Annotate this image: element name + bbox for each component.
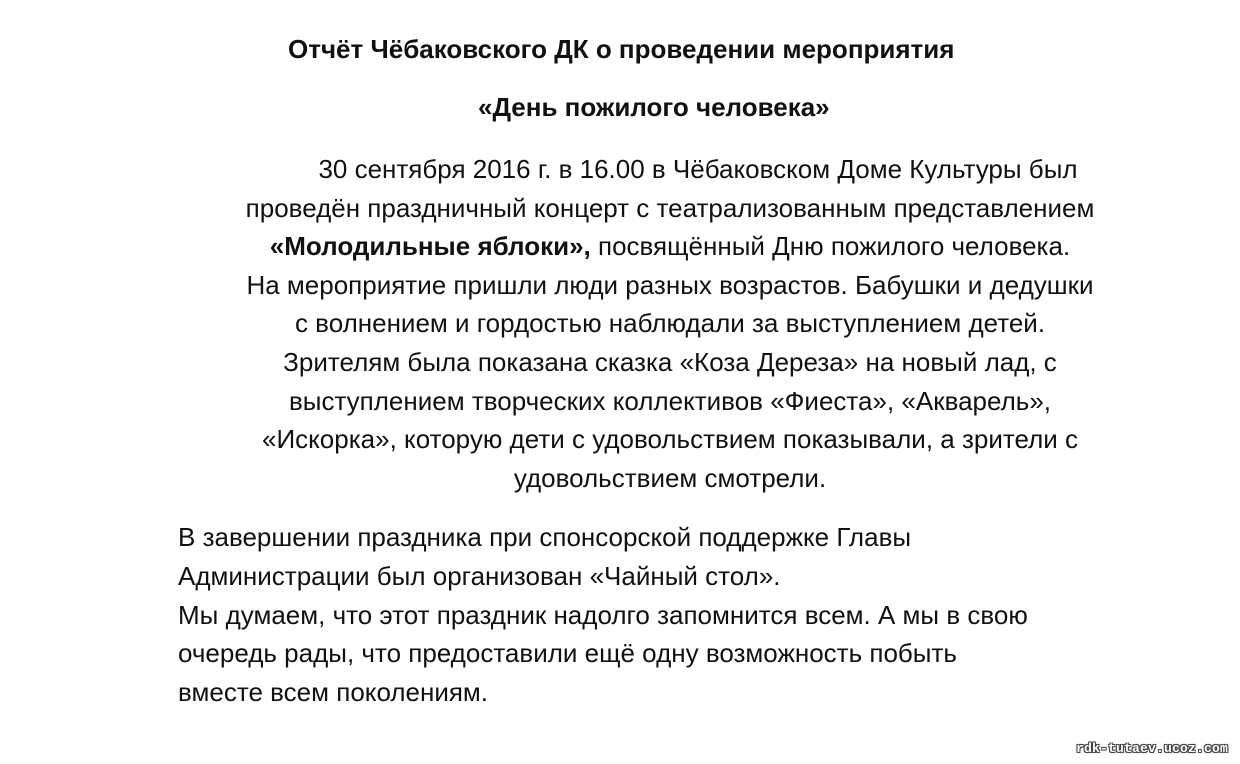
performance-title: «Молодильные яблоки», xyxy=(269,231,591,262)
text-line: Мы думаем, что этот праздник надолго запомнится всем. А мы в свою xyxy=(178,599,1028,630)
text-line: На мероприятие пришли люди разных возрастов. Бабушки и дедушки xyxy=(246,269,1094,300)
text-line: очередь рады, что предоставили ещё одну возможность побыть xyxy=(178,638,957,669)
text-line: 30 сентября 2016 г. в 16.00 в Чёбаковском Доме Культуры был xyxy=(318,154,1078,184)
text-line: с волнением и гордостью наблюдали за выступлением детей. xyxy=(294,308,1046,339)
text-fragment: посвящённый Дню пожилого человека. xyxy=(590,231,1071,262)
text-line: проведён праздничный концерт с театрализованным представлением xyxy=(245,192,1095,223)
text-line: Зрителям была показана сказка «Коза Дереза» на новый лад, с xyxy=(283,346,1057,377)
text-line: выступлением творческих коллективов «Фиеста», «Акварель», xyxy=(288,385,1052,416)
text-line: В завершении праздника при спонсорской поддержке Главы xyxy=(178,522,912,552)
text-line: удовольствием смотрели. xyxy=(513,462,827,493)
event-description-paragraph xyxy=(120,150,1220,497)
site-watermark: rdk-tutaev.ucoz.com xyxy=(1075,741,1228,756)
event-name-title: «День пожилого человека» xyxy=(478,92,830,122)
text-line: «Искорка», которую дети с удовольствием показывали, а зрители с xyxy=(261,424,1079,455)
text-line xyxy=(120,227,1220,266)
text-line: Администрации был организован «Чайный стол». xyxy=(178,560,781,591)
document-title: Отчёт Чёбаковского ДК о проведении мероприятия xyxy=(288,34,955,64)
closing-paragraph xyxy=(178,518,1178,712)
text-line: вместе всем поколениям. xyxy=(178,677,489,708)
